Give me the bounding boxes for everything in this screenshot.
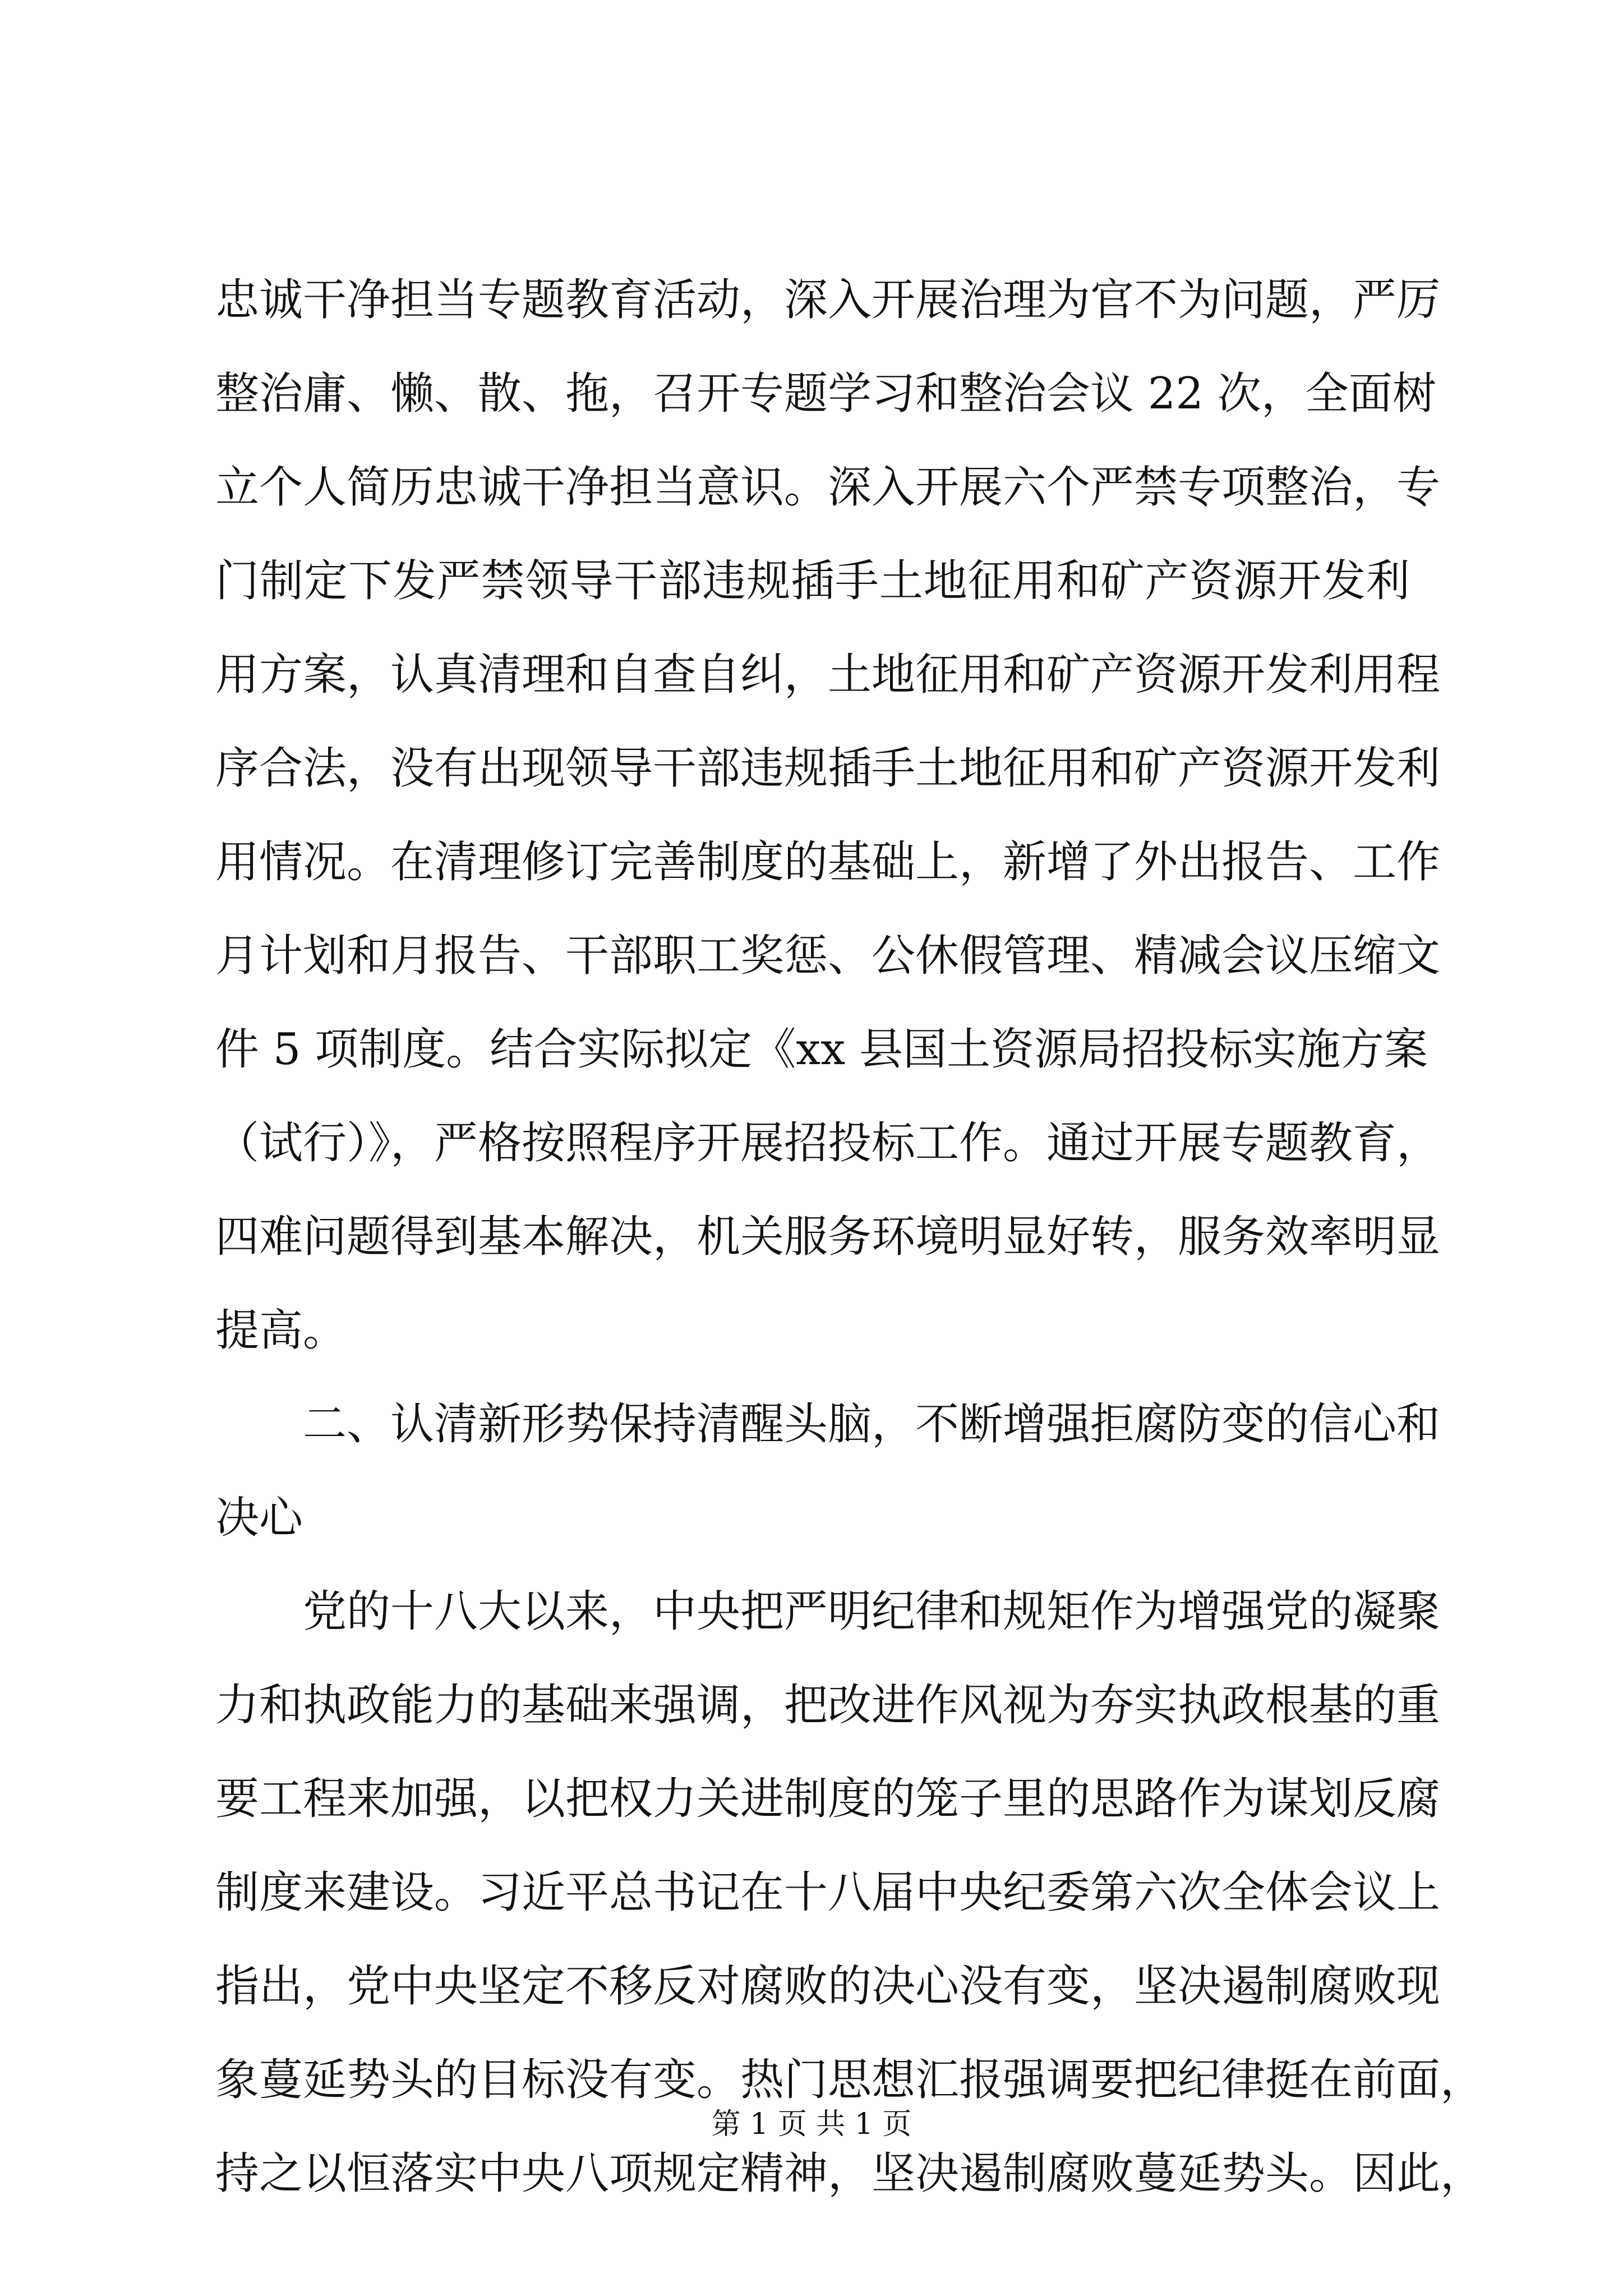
- section-heading-line: 二、认清新形势保持清醒头脑，不断增强拒腐防变的信心和: [303, 1399, 1441, 1450]
- text-line: 序合法，没有出现领导干部违规插手土地征用和矿产资源开发利: [215, 743, 1441, 794]
- text-line: 指出，党中央坚定不移反对腐败的决心没有变，坚决遏制腐败现: [215, 1961, 1441, 2012]
- text-line: 力和执政能力的基础来强调，把改进作风视为夯实执政根基的重: [215, 1680, 1441, 1731]
- text-line: 要工程来加强，以把权力关进制度的笼子里的思路作为谋划反腐: [215, 1774, 1441, 1824]
- text-line: 制度来建设。习近平总书记在十八届中央纪委第六次全体会议上: [215, 1867, 1441, 1918]
- text-line: 持之以恒落实中央八项规定精神，坚决遏制腐败蔓延势头。因此，: [215, 2148, 1484, 2199]
- text-line: 用情况。在清理修订完善制度的基础上，新增了外出报告、工作: [215, 837, 1441, 887]
- text-line: 整治庸、懒、散、拖，召开专题学习和整治会议 22 次，全面树: [215, 369, 1436, 419]
- section-heading-line: 决心: [215, 1493, 303, 1543]
- text-line: 立个人简历忠诚干净担当意识。深入开展六个严禁专项整治，专: [215, 462, 1441, 513]
- text-line: （试行）》，严格按照程序开展招投标工作。通过开展专题教育，: [215, 1118, 1441, 1168]
- page-footer: [0, 2105, 1623, 2144]
- text-line: 提高。: [215, 1305, 347, 1356]
- text-line: 忠诚干净担当专题教育活动，深入开展治理为官不为问题，严厉: [215, 275, 1441, 325]
- body-text: [215, 254, 1484, 2221]
- text-line: 四难问题得到基本解决，机关服务环境明显好转，服务效率明显: [215, 1212, 1441, 1262]
- text-line: 用方案，认真清理和自查自纠，土地征用和矿产资源开发利用程: [215, 650, 1441, 700]
- text-line: 象蔓延势头的目标没有变。热门思想汇报强调要把纪律挺在前面，: [215, 2055, 1484, 2105]
- text-line: 党的十八大以来，中央把严明纪律和规矩作为增强党的凝聚: [303, 1586, 1441, 1637]
- text-line: 门制定下发严禁领导干部违规插手土地征用和矿产资源开发利: [215, 556, 1410, 606]
- text-line: 月计划和月报告、干部职工奖惩、公休假管理、精减会议压缩文: [215, 931, 1441, 981]
- page-number-label: 第 1 页 共 1 页: [711, 2108, 912, 2141]
- text-line: 件 5 项制度。结合实际拟定《xx 县国土资源局招投标实施方案: [215, 1024, 1428, 1075]
